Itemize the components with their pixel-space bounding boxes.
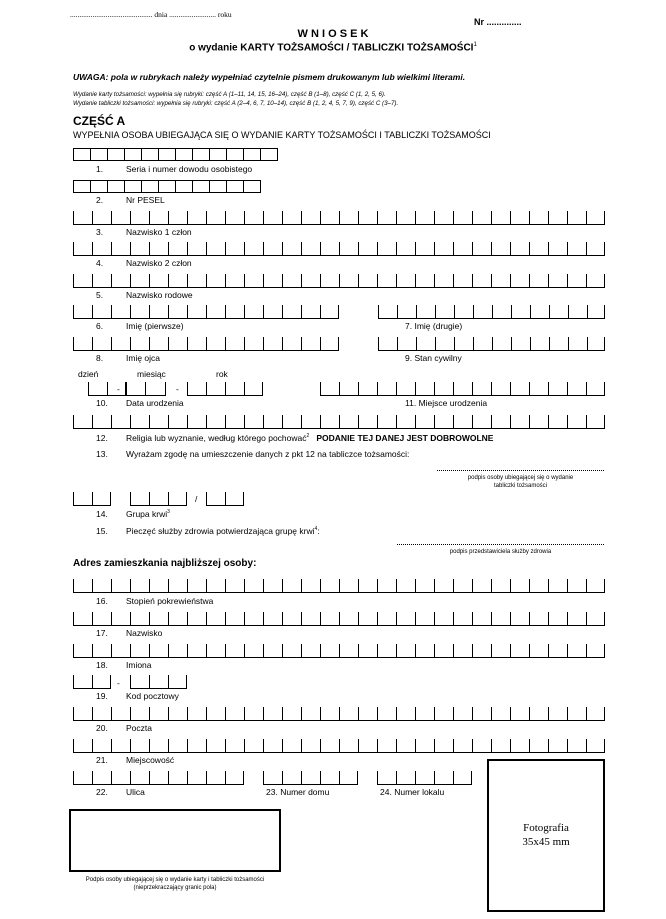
birth-month-input[interactable] [126, 382, 166, 396]
final-signature-caption: Podpis osoby ubiegającej się o wydanie karty i tabliczki tożsamości (nieprzekraczający granic pola) [85, 877, 265, 891]
postal-code-input-1[interactable] [73, 675, 111, 689]
birth-day-input[interactable] [88, 382, 126, 396]
pesel-input[interactable] [73, 180, 260, 193]
footnote-1: 1 [473, 42, 477, 48]
signature-15-line[interactable] [397, 544, 604, 545]
marital-status-input[interactable] [378, 337, 605, 351]
label-10: 10. Data urodzenia [96, 398, 184, 408]
form-title: W N I O S E K [297, 28, 369, 40]
label-year: rok [216, 369, 228, 379]
surname-2-input[interactable] [73, 242, 605, 256]
id-number-input[interactable] [73, 148, 277, 161]
request-number: Nr .............. [474, 17, 522, 27]
photo-box[interactable] [487, 759, 605, 912]
label-12: 12. Religia lub wyznanie, według którego pochować$^2$ PODANIE TEJ DANEJ JEST DOBROWOLNE [96, 432, 494, 443]
label-18: 18. Imiona [96, 660, 152, 670]
label-day: dzień [78, 369, 99, 379]
label-20: 20. Poczta [96, 723, 152, 733]
form-subtitle [0, 42, 666, 53]
relative-surname-input[interactable] [73, 612, 605, 626]
label-11: 11. Miejsce urodzenia [405, 398, 488, 408]
blood-group-input-1[interactable] [73, 492, 111, 506]
address-heading: Adres zamieszkania najbliższej osoby: [73, 558, 257, 569]
label-4: 4. Nazwisko 2 człon [96, 258, 192, 268]
date-dash-2: - [176, 384, 179, 394]
signature-13-caption: podpis osoby ubiegającej się o wydanie tabliczki tożsamości [467, 475, 574, 489]
religion-input[interactable] [73, 415, 605, 429]
final-signature-box[interactable] [69, 809, 281, 872]
label-14: 14. Grupa krwi$^3$ [96, 508, 170, 519]
label-24: 24. Numer lokalu [380, 787, 445, 797]
label-2: 2. Nr PESEL [96, 195, 165, 205]
label-6: 6. Imię (pierwsze) [96, 321, 184, 331]
label-15: 15. Pieczęć służby zdrowia potwierdzająca grupę krwi$^4$: [96, 525, 320, 536]
part-a-instruction: WYPEŁNIA OSOBA UBIEGAJĄCA SIĘ O WYDANIE KARTY TOŻSAMOŚCI I TABLICZKI TOŻSAMOŚCI [73, 130, 491, 140]
note-plate: Wydanie tabliczki tożsamości: wypełnia się rubryki: część A (2–4, 6, 7, 10–14), część B (1, 2, 4, 5, 7, 9), część C (3–7). [73, 100, 399, 107]
subtitle-text: o wydanie KARTY TOŻSAMOŚCI / TABLICZKI TOŻSAMOŚCI [189, 42, 474, 54]
birth-year-input[interactable] [187, 382, 263, 396]
label-month: miesiąc [137, 369, 166, 379]
house-number-input[interactable] [263, 771, 358, 785]
notice: UWAGA: pola w rubrykach należy wypełniać czytelnie pismem drukowanym lub wielkimi literami. [73, 72, 466, 82]
postal-code-input-2[interactable] [130, 675, 187, 689]
father-name-input[interactable] [73, 337, 339, 351]
second-name-input[interactable] [378, 305, 605, 319]
label-21: 21. Miejscowość [96, 755, 175, 765]
label-9: 9. Stan cywilny [405, 353, 462, 363]
locality-input[interactable] [73, 739, 605, 753]
relative-names-input[interactable] [73, 644, 605, 658]
apartment-number-input[interactable] [377, 771, 472, 785]
label-17: 17. Nazwisko [96, 628, 163, 638]
label-1: 1. Seria i numer dowodu osobistego [96, 164, 253, 174]
birth-surname-input[interactable] [73, 274, 605, 288]
date-dash-1: - [117, 384, 120, 394]
street-input[interactable] [73, 771, 244, 785]
postal-dash: - [117, 678, 120, 688]
blood-group-input-3[interactable] [206, 492, 244, 506]
part-a-heading: CZĘŚĆ A [73, 114, 126, 128]
label-13: 13. Wyrażam zgodę na umieszczenie danych z pkt 12 na tabliczce tożsamości: [96, 449, 410, 459]
label-3: 3. Nazwisko 1 człon [96, 227, 192, 237]
relationship-input[interactable] [73, 579, 605, 593]
photo-caption: Fotografia 35x45 mm [522, 822, 570, 848]
blood-group-slash: / [195, 494, 198, 504]
label-7: 7. Imię (drugie) [405, 321, 463, 331]
label-16: 16. Stopień pokrewieństwa [96, 596, 214, 606]
label-19: 19. Kod pocztowy [96, 691, 179, 701]
first-name-input[interactable] [73, 305, 339, 319]
note-card: Wydanie karty tożsamości: wypełnia się rubryki: część A (1–11, 14, 15, 16–24), część B (1–8), część C (1, 2, 5, 6). [73, 91, 386, 98]
label-23: 23. Numer domu [266, 787, 330, 797]
surname-1-input[interactable] [73, 211, 605, 225]
signature-13-line[interactable] [437, 470, 604, 471]
blood-group-input-2[interactable] [130, 492, 187, 506]
label-22: 22. Ulica [96, 787, 145, 797]
signature-15-caption: podpis przedstawiciela służby zdrowia [449, 549, 552, 555]
birth-place-input[interactable] [320, 382, 605, 396]
label-5: 5. Nazwisko rodowe [96, 290, 193, 300]
post-office-input[interactable] [73, 707, 605, 721]
label-8: 8. Imię ojca [96, 353, 161, 363]
date-line: ............................................ dnia ......................... roku [70, 10, 232, 19]
